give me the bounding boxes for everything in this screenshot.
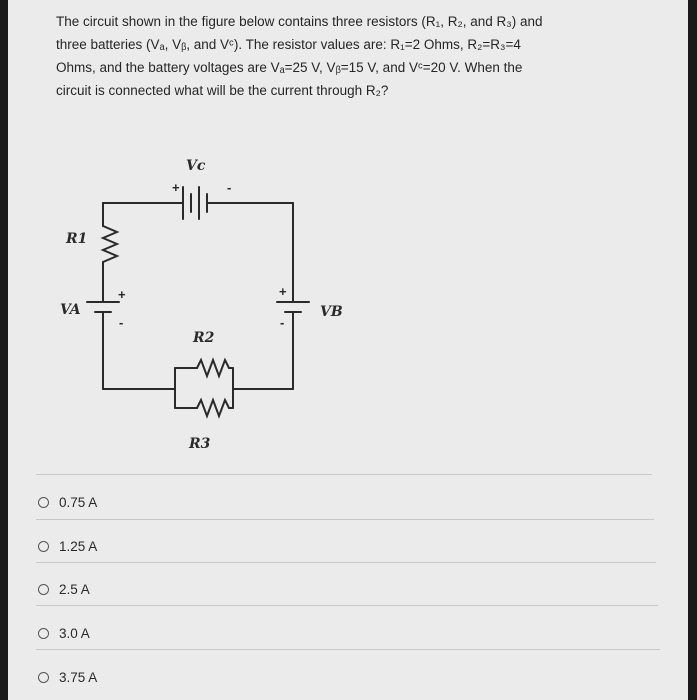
sign-vc-plus: +	[172, 180, 180, 195]
resistor-r2	[197, 360, 229, 376]
sign-vb-minus: -	[280, 315, 285, 330]
label-vb: VB	[320, 304, 343, 320]
sign-vc-minus: -	[227, 180, 232, 195]
radio-button[interactable]	[38, 584, 49, 595]
divider	[36, 649, 660, 650]
divider	[36, 562, 656, 563]
label-va: VA	[60, 302, 81, 318]
label-r2: R2	[193, 330, 215, 346]
sign-va-plus: +	[118, 287, 126, 302]
label-vc: Vc	[186, 158, 206, 174]
answer-option-label: 3.75 A	[59, 669, 98, 685]
divider	[36, 474, 652, 475]
answer-option[interactable]	[38, 622, 90, 644]
answer-option[interactable]	[38, 535, 97, 557]
question-line: three batteries (Vₐ, Vᵦ, and Vᶜ). The resistor values are: R₁=2 Ohms, R₂=R₃=4	[56, 37, 521, 52]
divider	[36, 605, 658, 606]
question-line: The circuit shown in the figure below contains three resistors (R₁, R₂, and R₃) and	[56, 14, 543, 29]
answer-option-label: 2.5 A	[59, 581, 90, 597]
answer-option[interactable]	[38, 666, 97, 688]
answer-option-label: 3.0 A	[59, 625, 90, 641]
sign-va-minus: -	[119, 315, 124, 330]
sign-vb-plus: +	[279, 284, 287, 299]
radio-button[interactable]	[38, 672, 49, 683]
radio-button[interactable]	[38, 497, 49, 508]
answer-option-label: 0.75 A	[59, 494, 98, 510]
resistor-r3	[197, 400, 229, 416]
label-r3: R3	[189, 436, 211, 452]
question-line: Ohms, and the battery voltages are Vₐ=25 V, Vᵦ=15 V, and Vᶜ=20 V. When the	[56, 60, 523, 75]
answer-option[interactable]	[38, 491, 97, 513]
resistor-r1	[103, 226, 117, 262]
answer-option[interactable]	[38, 578, 90, 600]
radio-button[interactable]	[38, 628, 49, 639]
radio-button[interactable]	[38, 541, 49, 552]
answer-option-label: 1.25 A	[59, 538, 98, 554]
divider	[36, 519, 654, 520]
label-r1: R1	[66, 231, 88, 247]
question-line: circuit is connected what will be the current through R₂?	[56, 83, 389, 98]
